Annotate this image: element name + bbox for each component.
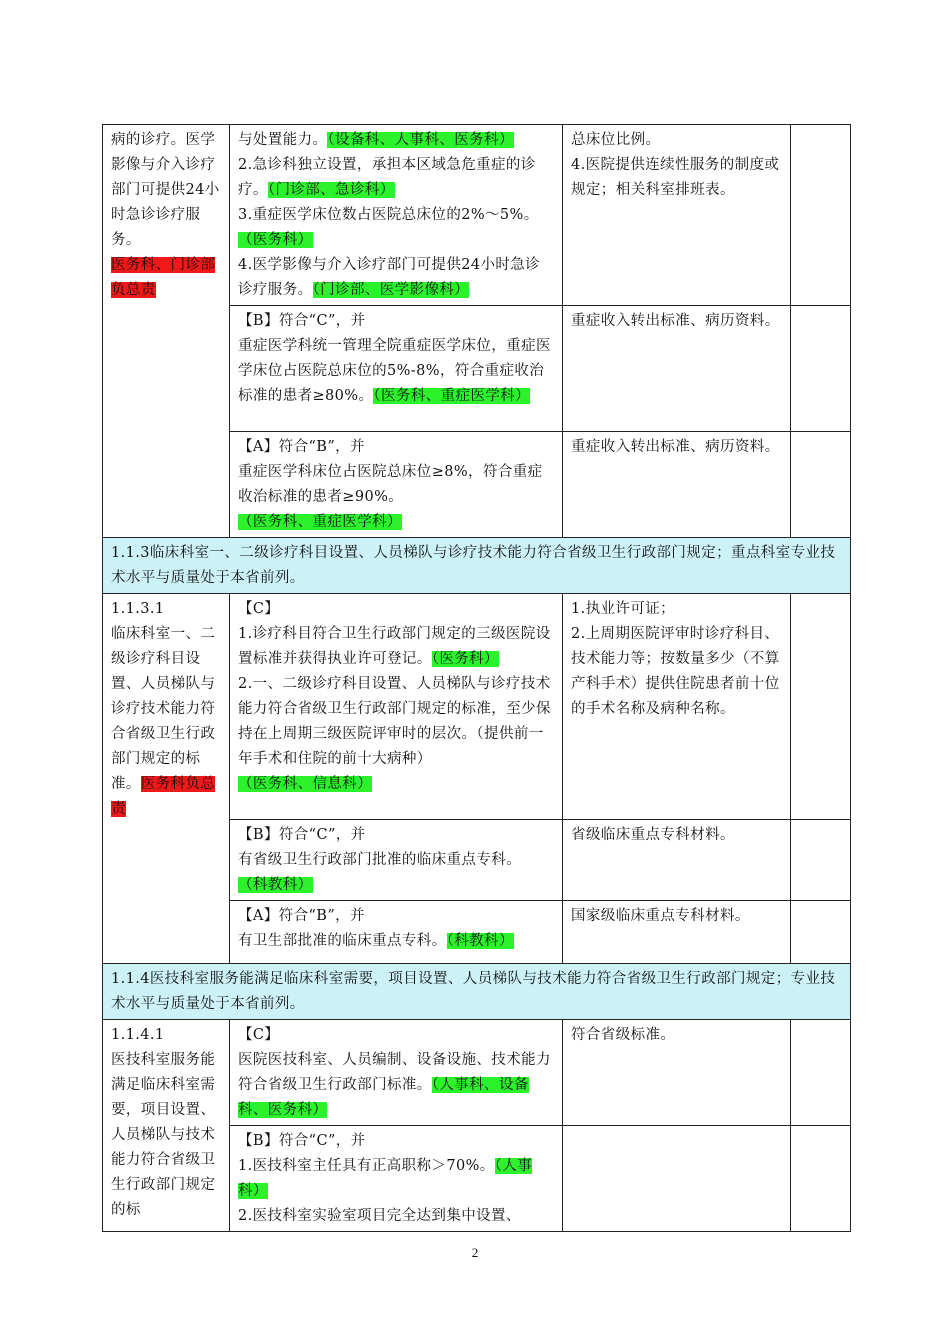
- evidence-cell: 省级临床重点专科材料。: [563, 820, 791, 901]
- grade-c-heading: 【C】: [238, 601, 280, 617]
- grade-c-item-4: 4.医学影像与介入诊疗部门可提供24小时急诊诊疗服务。: [238, 257, 541, 298]
- page-number: 2: [471, 1245, 479, 1260]
- dept-tag: （设备科、人事科、医务科）: [327, 132, 514, 148]
- dept-tag: （医务科、重症医学科）: [238, 514, 402, 530]
- grade-b-heading: 【B】符合“C”，并: [238, 313, 366, 329]
- grade-b-heading: 【B】符合“C”，并: [238, 827, 366, 843]
- score-cell: [791, 1020, 851, 1126]
- dept-tag: （医务科）: [431, 651, 499, 667]
- responsible-dept-tag: 医务科负总责: [111, 776, 216, 817]
- grade-b-cell: [230, 306, 563, 432]
- dept-tag: （门诊部、急诊科）: [267, 182, 395, 198]
- section-title: 1.1.3临床科室一、二级诊疗科目设置、人员梯队与诊疗技术能力符合省级卫生行政部门规定；重点科室专业技术水平与质量处于本省前列。: [103, 538, 851, 594]
- evidence-cell: 符合省级标准。: [563, 1020, 791, 1126]
- evidence-line: 2.上周期医院评审时诊疗科目、技术能力等；按数量多少（不算产科手术）提供住院患者前十位的手术名称及病种名称。: [571, 626, 780, 717]
- score-cell: [791, 820, 851, 901]
- grade-a-text: 有卫生部批准的临床重点专科。: [238, 933, 447, 949]
- responsible-dept-tag: 医务科、门诊部负总责: [111, 257, 216, 298]
- grade-a-cell: [230, 901, 563, 964]
- grade-a-heading: 【A】符合“B”，并: [238, 439, 365, 455]
- evidence-line: 4.医院提供连续性服务的制度或规定；相关科室排班表。: [571, 157, 780, 198]
- evidence-line: 总床位比例。: [571, 132, 661, 148]
- standard-item-cell: [103, 1020, 230, 1232]
- grade-c-item-2: 2.一、二级诊疗科目设置、人员梯队与诊疗技术能力符合省级卫生行政部门规定的标准，至少保持在上周期三级医院评审时的层次。（提供前一年手术和住院的前十大病种）: [238, 676, 551, 767]
- standard-item-cell: [103, 125, 230, 538]
- dept-tag: （医务科）: [238, 232, 313, 248]
- table-row: [103, 594, 851, 820]
- grade-b-text: 重症医学科统一管理全院重症医学床位，重症医学床位占医院总床位的5%-8%，符合重症收治标准的患者≥80%。: [238, 338, 551, 404]
- grade-c-item-2: 2.急诊科独立设置，承担本区域急危重症的诊疗。: [238, 157, 536, 198]
- grade-b-cell: [230, 820, 563, 901]
- dept-tag: （科教科）: [446, 933, 514, 949]
- standard-item-text: 医技科室服务能满足临床科室需要，项目设置、人员梯队与技术能力符合省级卫生行政部门规定的标: [111, 1052, 216, 1218]
- grade-c-text: 医院医技科室、人员编制、设备设施、技术能力符合省级卫生行政部门标准。: [238, 1052, 551, 1093]
- evidence-cell: [563, 125, 791, 306]
- grade-b-cell: [230, 1126, 563, 1232]
- section-header-row: [103, 538, 851, 594]
- dept-tag: （医务科、信息科）: [238, 776, 373, 792]
- table-row: [103, 125, 851, 306]
- section-title: 1.1.4医技科室服务能满足临床科室需要，项目设置、人员梯队与技术能力符合省级卫生行政部门规定；专业技术水平与质量处于本省前列。: [103, 964, 851, 1020]
- score-cell: [791, 125, 851, 306]
- section-header-row: [103, 964, 851, 1020]
- standard-item-cell: [103, 594, 230, 964]
- dept-tag: （人事科）: [238, 1158, 533, 1199]
- grade-b-text: 有省级卫生行政部门批准的临床重点专科。: [238, 852, 522, 868]
- grade-a-text: 重症医学科床位占医院总床位≥8%，符合重症收治标准的患者≥90%。: [238, 464, 543, 505]
- evidence-cell: [563, 1126, 791, 1232]
- grade-c-cell: [230, 125, 563, 306]
- evidence-cell: 国家级临床重点专科材料。: [563, 901, 791, 964]
- dept-tag: （科教科）: [238, 877, 313, 893]
- score-cell: [791, 306, 851, 432]
- evidence-line: 1.执业许可证；: [571, 601, 676, 617]
- grade-b-heading: 【B】符合“C”，并: [238, 1133, 366, 1149]
- table-row: [103, 1020, 851, 1126]
- grade-b-item-2: 2.医技科室实验室项目完全达到集中设置、: [238, 1208, 521, 1224]
- dept-tag: （人事科、设备科、医务科）: [238, 1077, 529, 1118]
- evidence-cell: [563, 594, 791, 820]
- grade-c-cell: [230, 1020, 563, 1126]
- dept-tag: （医务科、重症医学科）: [373, 388, 531, 404]
- evidence-cell: 重症收入转出标准、病历资料。: [563, 432, 791, 538]
- standard-item-number: 1.1.3.1: [111, 601, 165, 617]
- standard-item-text: 临床科室一、二级诊疗科目设置、人员梯队与诊疗技术能力符合省级卫生行政部门规定的标准。: [111, 626, 216, 792]
- dept-tag: （门诊部、医学影像科）: [312, 282, 470, 298]
- score-cell: [791, 1126, 851, 1232]
- score-cell: [791, 901, 851, 964]
- grade-c-item-1: 与处置能力。: [238, 132, 328, 148]
- evaluation-standards-table: [102, 124, 851, 1232]
- grade-a-cell: [230, 432, 563, 538]
- grade-c-item-1: 1.诊疗科目符合卫生行政部门规定的三级医院设置标准并获得执业许可登记。: [238, 626, 551, 667]
- grade-c-heading: 【C】: [238, 1027, 280, 1043]
- grade-a-heading: 【A】符合“B”，并: [238, 908, 365, 924]
- score-cell: [791, 594, 851, 820]
- evidence-cell: 重症收入转出标准、病历资料。: [563, 306, 791, 432]
- grade-c-item-3: 3.重症医学床位数占医院总床位的2%～5%。: [238, 207, 539, 223]
- standard-item-number: 1.1.4.1: [111, 1027, 165, 1043]
- score-cell: [791, 432, 851, 538]
- standard-item-text: 病的诊疗。医学影像与介入诊疗部门可提供24小时急诊诊疗服务。: [111, 132, 220, 248]
- grade-b-item-1: 1.医技科室主任具有正高职称＞70%。: [238, 1158, 495, 1174]
- grade-c-cell: [230, 594, 563, 820]
